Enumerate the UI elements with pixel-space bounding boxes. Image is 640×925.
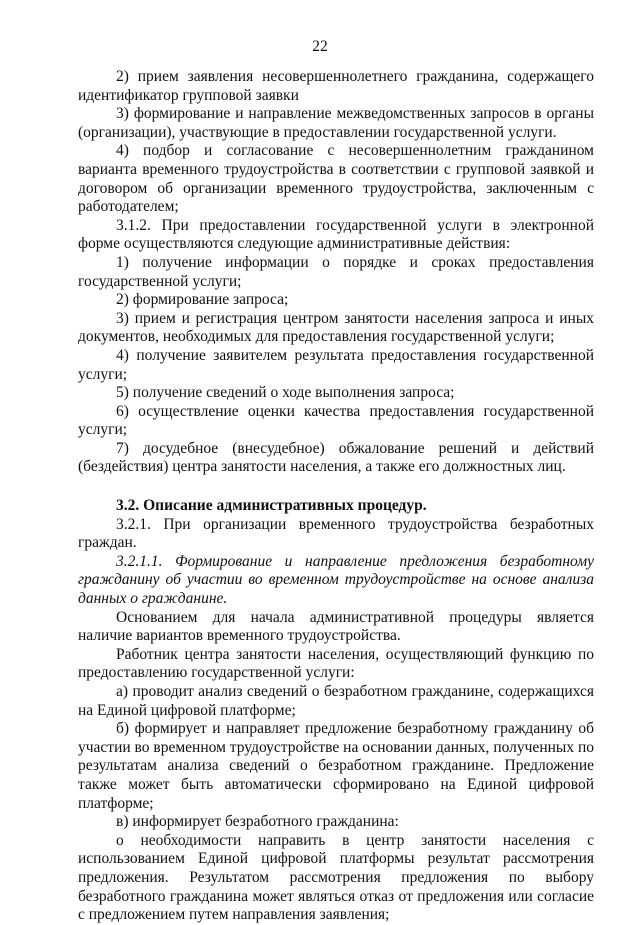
paragraph: 3.2.1. При организации временного трудоустройства безработных граждан.	[78, 515, 594, 552]
list-item: 3) прием и регистрация центром занятости населения запроса и иных документов, необходимых для предоставления государственной услуги;	[78, 309, 594, 346]
list-item: в) информирует безработного гражданина:	[116, 813, 399, 831]
list-item: а) проводит анализ сведений о безработном гражданине, содержащихся на Единой цифровой платформе;	[78, 683, 594, 719]
list-item: б) формирует и направляет предложение безработному гражданину об участии во временном трудоустройстве на основании данных, полученных по результатам анализа сведений о безработном гражданине. Предложение также может быть автоматически сформировано на Единой цифровой платформе;	[78, 720, 594, 812]
list-item: 6) осуществление оценки качества предоставления государственной услуги;	[78, 402, 594, 439]
paragraph: 3.1.2. При предоставлении государственной услуги в электронной форме осуществляются следующие административные действия:	[78, 216, 594, 253]
paragraph: 2) прием заявления несовершеннолетнего гражданина, содержащего идентификатор групповой заявки	[78, 68, 594, 104]
list-item: 7) досудебное (внесудебное) обжалование решений и действий (бездействия) центра занятости населения, а также его должностных лиц.	[78, 439, 594, 476]
section-heading: 3.2. Описание административных процедур.	[116, 497, 427, 515]
list-item: 4) получение заявителем результата предоставления государственной услуги;	[78, 346, 594, 383]
paragraph: Основанием для начала административной процедуры является наличие вариантов временного трудоустройства.	[78, 608, 594, 645]
page-number: 22	[312, 38, 328, 55]
list-item: 1) получение информации о порядке и сроках предоставления государственной услуги;	[78, 253, 594, 290]
paragraph: о необходимости направить в центр занятости населения с использованием Единой цифровой платформы результат рассмотрения предложения. Результатом рассмотрения предложения по выбору безработного гражданина может являться отказ от предложения или согласие с предложением путем направления заявления;	[78, 831, 594, 924]
list-item: 5) получение сведений о ходе выполнения запроса;	[116, 384, 455, 402]
paragraph: 3) формирование и направление межведомственных запросов в органы (организации), участвующие в предоставлении государственной услуги.	[78, 105, 594, 141]
subsection-title: 3.2.1.1. Формирование и направление предложения безработному гражданину об участии во временном трудоустройстве на основе анализа данных о гражданине.	[78, 552, 594, 608]
document-body	[78, 68, 594, 925]
list-item: 2) формирование запроса;	[116, 291, 289, 309]
paragraph: Работник центра занятости населения, осуществляющий функцию по предоставлению государственной услуги:	[78, 645, 594, 682]
paragraph: 4) подбор и согласование с несовершеннолетним гражданином варианта временного трудоустройства в соответствии с групповой заявкой и договором об организации временного трудоустройства, заключенным с работодателем;	[78, 142, 594, 216]
